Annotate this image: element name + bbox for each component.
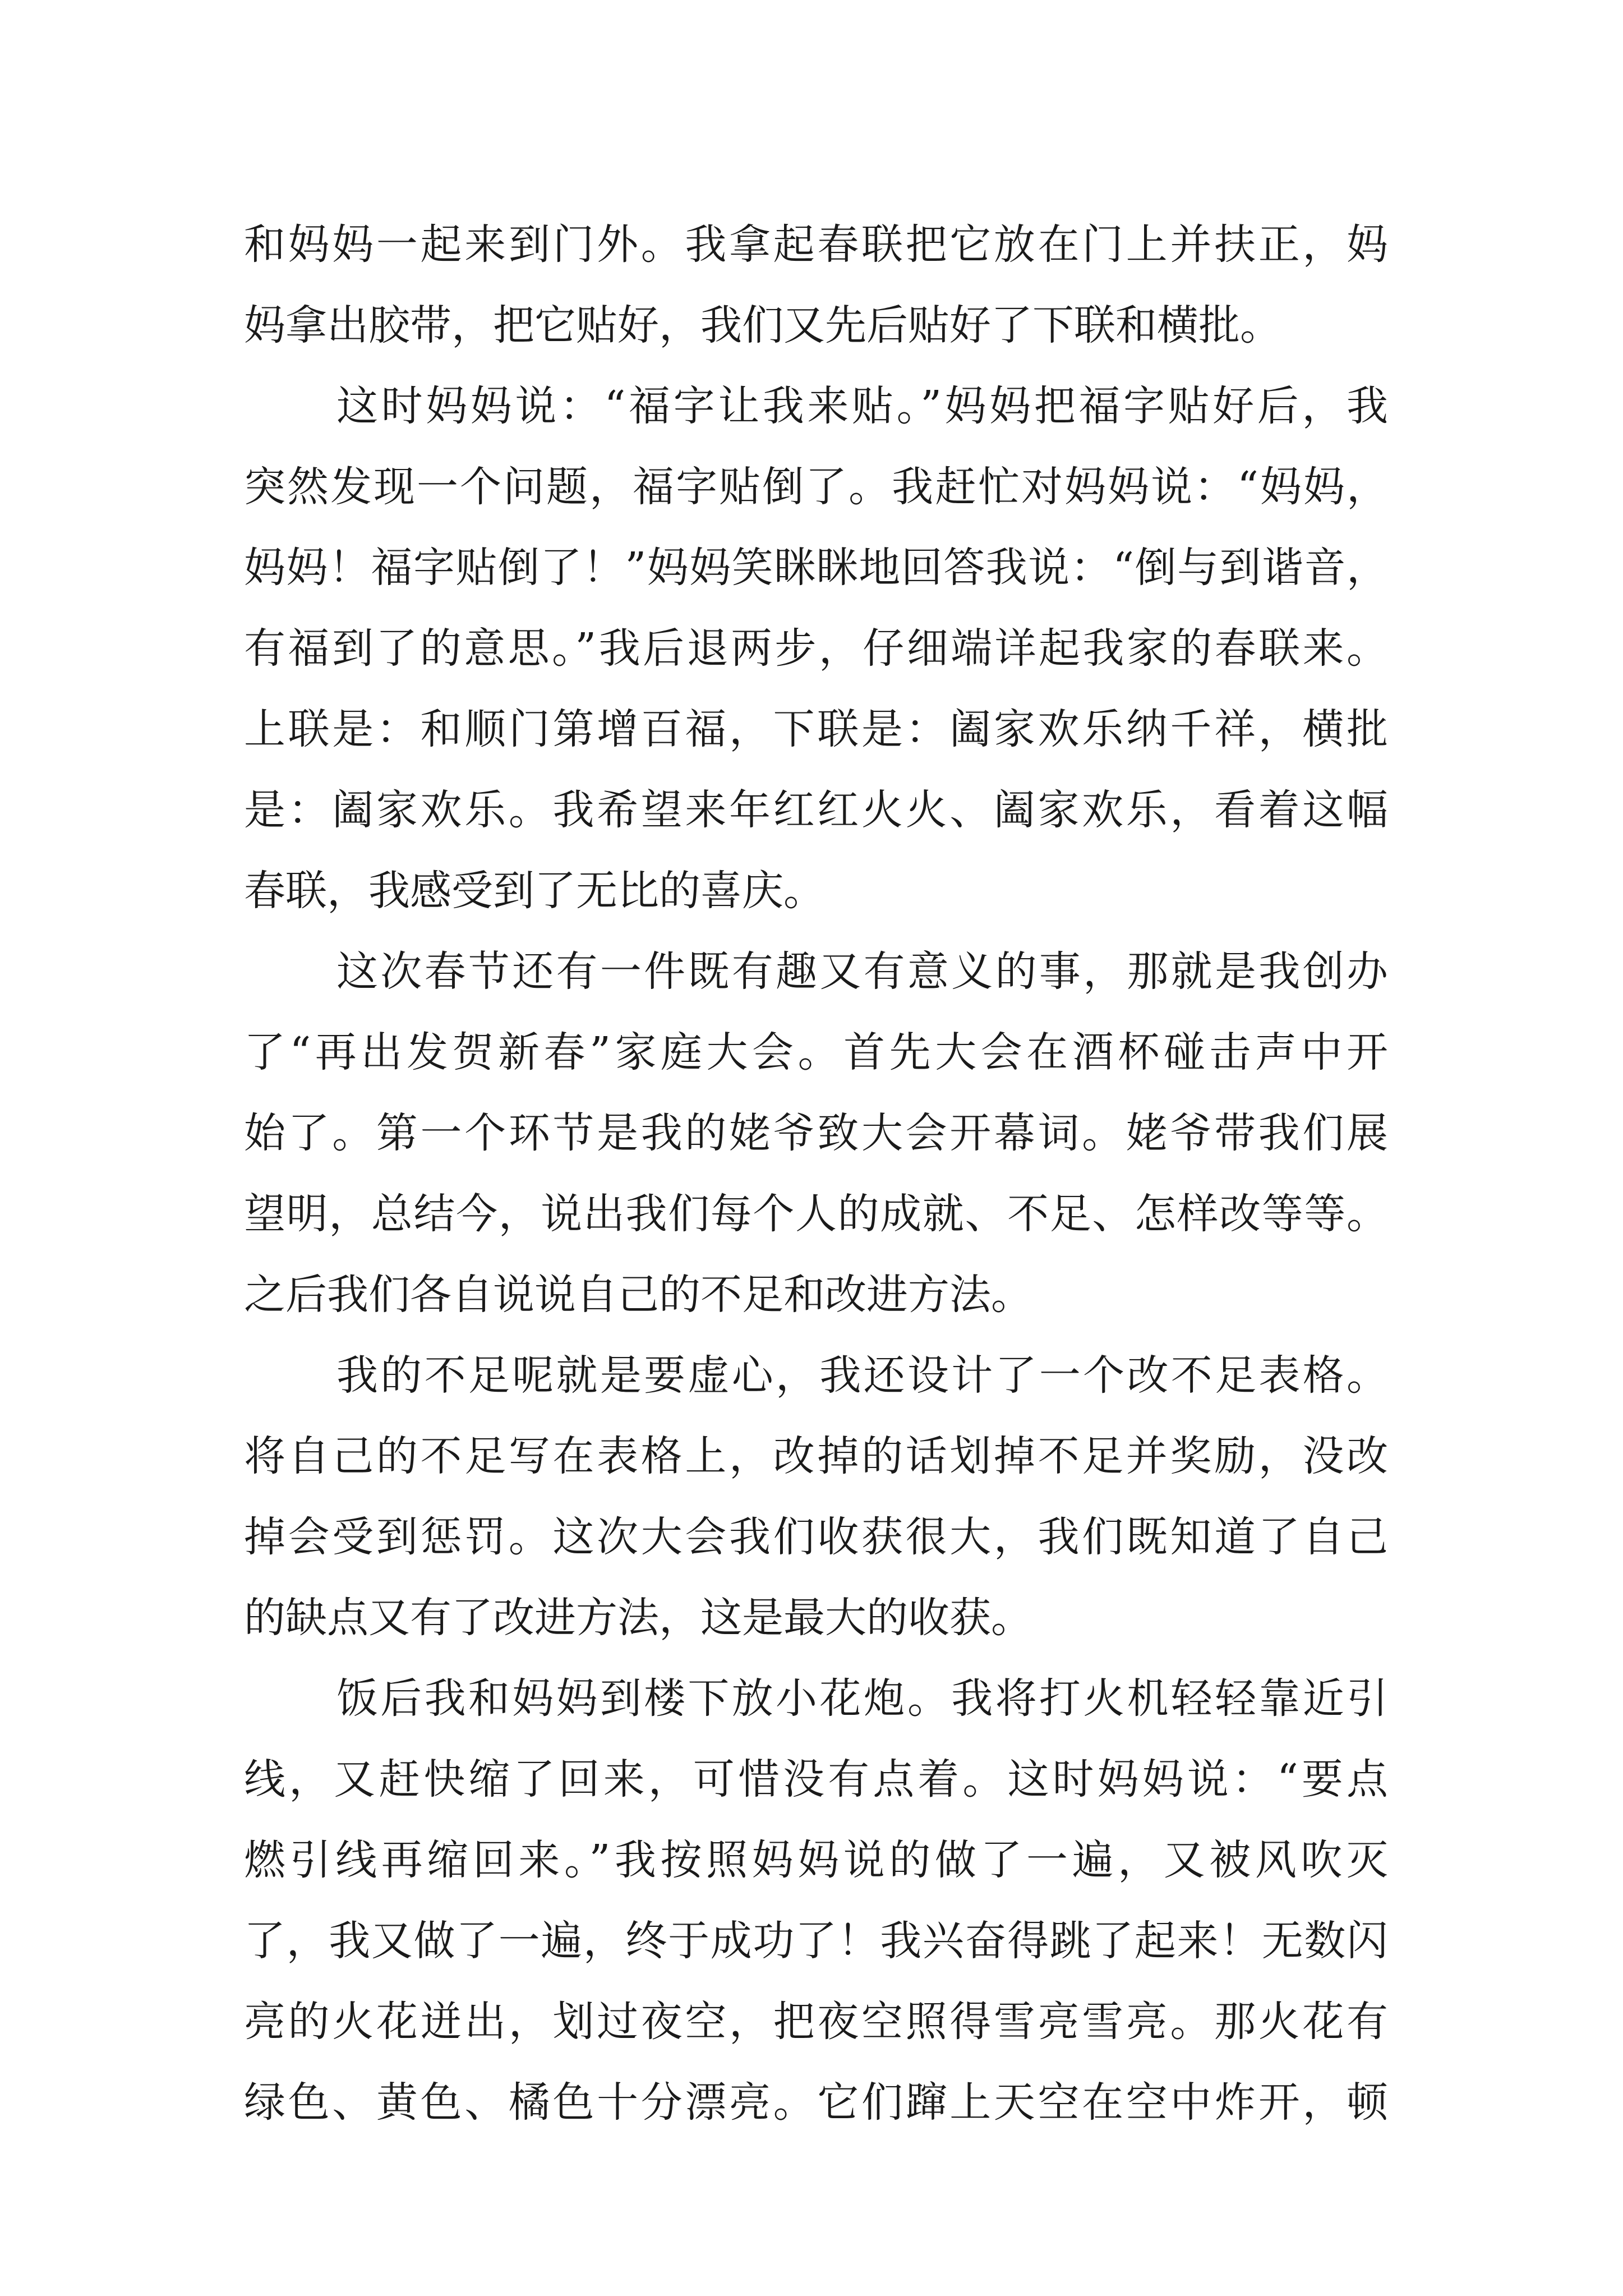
text-line: 燃引线再缩回来。”我按照妈妈说的做了一遍，又被风吹灭 (244, 1836, 1388, 1884)
paragraph-first-line: 饭后我和妈妈到楼下放小花炮。我将打火机轻轻靠近引 (336, 1674, 1388, 1723)
text-line: 妈妈！福字贴倒了！”妈妈笑眯眯地回答我说：“倒与到谐音， (244, 544, 1388, 592)
text-line: 有福到了的意思。”我后退两步，仔细端详起我家的春联来。 (244, 624, 1388, 673)
paragraph-first-line: 这时妈妈说：“福字让我来贴。”妈妈把福字贴好后，我 (336, 382, 1388, 430)
text-line: 之后我们各自说说自己的不足和改进方法。 (244, 1271, 1032, 1319)
text-line: 上联是：和顺门第增百福，下联是：阖家欢乐纳千祥，横批 (244, 705, 1388, 753)
paragraph-first-line: 这次春节还有一件既有趣又有意义的事，那就是我创办 (336, 947, 1388, 996)
text-line: 线，又赶快缩了回来，可惜没有点着。这时妈妈说：“要点 (244, 1755, 1388, 1803)
text-line: 始了。第一个环节是我的姥爷致大会开幕词。姥爷带我们展 (244, 1109, 1388, 1157)
text-line: 了“再出发贺新春”家庭大会。首先大会在酒杯碰击声中开 (244, 1028, 1388, 1076)
text-line: 春联，我感受到了无比的喜庆。 (244, 867, 825, 915)
text-line: 是：阖家欢乐。我希望来年红红火火、阖家欢乐，看着这幅 (244, 786, 1388, 834)
text-line: 了，我又做了一遍，终于成功了！我兴奋得跳了起来！无数闪 (244, 1917, 1388, 1965)
text-line: 将自己的不足写在表格上，改掉的话划掉不足并奖励，没改 (244, 1432, 1388, 1480)
text-line: 和妈妈一起来到门外。我拿起春联把它放在门上并扶正，妈 (244, 220, 1388, 269)
text-line: 亮的火花迸出，划过夜空，把夜空照得雪亮雪亮。那火花有 (244, 1998, 1388, 2046)
text-line: 掉会受到惩罚。这次大会我们收获很大，我们既知道了自己 (244, 1513, 1388, 1561)
text-line: 望明，总结今，说出我们每个人的成就、不足、怎样改等等。 (244, 1190, 1388, 1238)
text-line: 妈拿出胶带，把它贴好，我们又先后贴好了下联和横批。 (244, 301, 1281, 349)
text-line: 突然发现一个问题，福字贴倒了。我赶忙对妈妈说：“妈妈， (244, 463, 1388, 511)
text-line: 的缺点又有了改进方法，这是最大的收获。 (244, 1594, 1032, 1642)
text-line: 绿色、黄色、橘色十分漂亮。它们蹿上天空在空中炸开，顿 (244, 2078, 1388, 2127)
paragraph-first-line: 我的不足呢就是要虚心，我还设计了一个改不足表格。 (336, 1351, 1388, 1400)
